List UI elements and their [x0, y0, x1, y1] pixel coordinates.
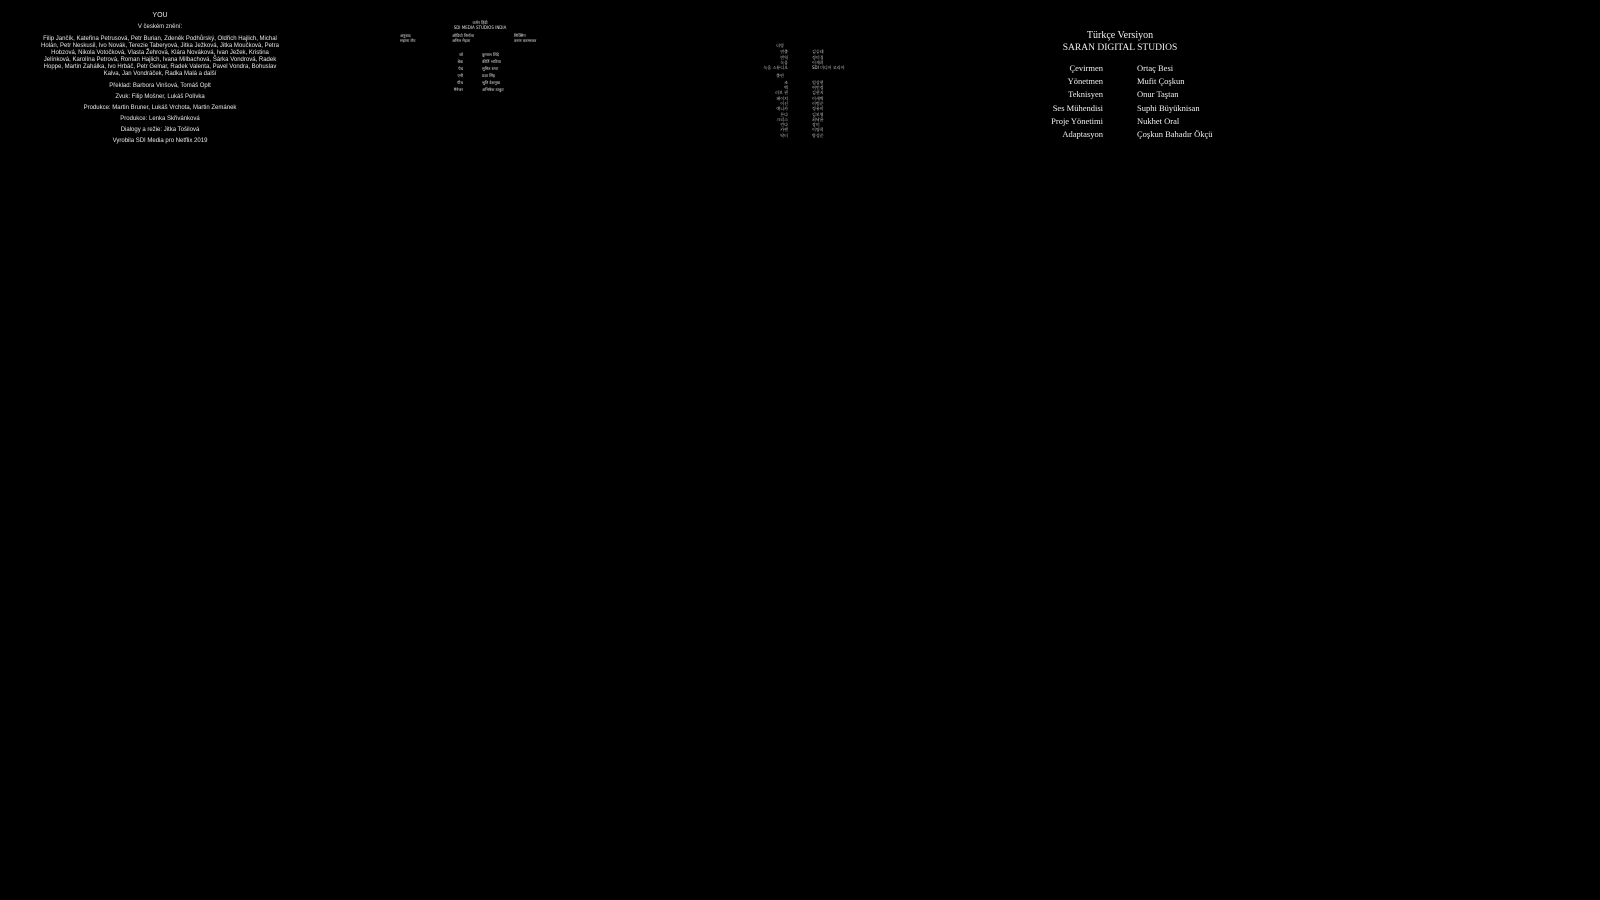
- czech-credit-line: Překlad: Barbora Vinšová, Tomáš Oplt: [109, 83, 211, 89]
- czech-credit-line: Zvuk: Filip Mošner, Lukáš Polívka: [115, 94, 205, 100]
- turkish-heading: Türkçe Versiyon: [1086, 30, 1154, 41]
- role-label: 크리스: [776, 116, 788, 122]
- list-item: [700, 65, 845, 71]
- role-label: एनी: [457, 73, 463, 78]
- list-item: [400, 52, 560, 59]
- role-label: 녹음: [780, 59, 788, 65]
- role-label: Yönetmen: [1067, 76, 1103, 87]
- czech-subtitle: V českém znění:: [137, 24, 183, 30]
- hindi-crew-column: [400, 33, 440, 43]
- hindi-crew-name: अनिल मेहता: [452, 38, 471, 43]
- role-label: 조: [784, 79, 788, 85]
- role-label: Ses Mühendisi: [1052, 102, 1103, 113]
- role-label: 번역: [780, 54, 788, 60]
- person-name: 방성준: [812, 132, 824, 138]
- person-name: 최낙윤: [812, 116, 824, 122]
- role-label: पेच: [458, 66, 463, 71]
- person-name: Suphi Büyüknisan: [1137, 102, 1200, 113]
- person-name: 김보영: [812, 111, 824, 117]
- role-label: 녹음 스튜디오: [763, 65, 788, 71]
- list-item: [1000, 88, 1300, 101]
- list-item: [1000, 75, 1300, 88]
- role-label: बेक: [457, 59, 463, 64]
- person-name: 이범준: [812, 100, 824, 106]
- role-label: 페이치: [776, 95, 788, 101]
- role-label: 닥터: [780, 132, 788, 138]
- role-label: 이선: [780, 100, 788, 106]
- actor-name: कीर्ति भाटिया: [482, 59, 501, 64]
- role-label: 애니카: [776, 106, 788, 112]
- hindi-heading: वर्जन हिंदी: [472, 20, 488, 25]
- person-name: Onur Taştan: [1137, 89, 1179, 100]
- role-label: 연출: [780, 49, 788, 55]
- person-name: Nukhet Oral: [1137, 115, 1180, 126]
- person-name: 김현지: [812, 90, 824, 96]
- list-item: [1000, 62, 1300, 75]
- actor-name: अभिषेक ठाकुर: [482, 87, 504, 92]
- hindi-crew-role: ऑडियो निर्माता: [452, 33, 474, 38]
- role-label: 벡: [784, 85, 788, 91]
- hindi-cast-list: [400, 52, 560, 94]
- person-name: SDI 미디어 코리아: [812, 65, 845, 71]
- hindi-crew-column: [452, 33, 492, 43]
- person-name: 김승태: [812, 49, 824, 55]
- role-label: पीच: [457, 80, 463, 85]
- role-label: 러브 퀸: [775, 90, 788, 96]
- hindi-credits: [400, 20, 560, 94]
- person-name: Mufit Çoşkun: [1137, 76, 1185, 87]
- czech-credit-line: Produkce: Martin Bruner, Lukáš Vrchota, Martin Zemánek: [83, 105, 237, 111]
- person-name: 여민정: [812, 85, 824, 91]
- role-label: Proje Yönetimi: [1051, 115, 1103, 126]
- list-item: [700, 133, 840, 138]
- role-label: 린다: [780, 122, 788, 128]
- person-name: 이새벽: [812, 95, 824, 101]
- turkish-studio: SARAN DIGITAL STUDIOS: [1062, 43, 1178, 53]
- hindi-crew-column: [514, 33, 554, 43]
- person-name: 정미경: [812, 54, 824, 60]
- list-item: [1000, 115, 1300, 128]
- list-item: [400, 59, 560, 66]
- actor-name: प्रज्ञा सिंह: [482, 73, 496, 78]
- turkish-credits: [1000, 29, 1300, 141]
- person-name: 장미: [812, 122, 820, 128]
- czech-credit-line: Dialogy a režie: Jitka Tošilová: [120, 127, 200, 133]
- hindi-studio: SDI MEDIA STUDIOS INDIA: [453, 25, 507, 30]
- czech-title: YOU: [152, 12, 168, 19]
- korean-heading: 출연: [776, 73, 784, 79]
- korean-credits: [700, 42, 845, 138]
- list-item: [400, 80, 560, 87]
- list-item: [1000, 102, 1300, 115]
- role-label: जो: [458, 52, 463, 57]
- list-item: [400, 87, 560, 94]
- list-item: [1000, 128, 1300, 141]
- czech-cast-list: Filip Jančík, Kateřina Petrusová, Petr Burian, Zdeněk Podhůrský, Oldřich Hajlich, Michal Holán, Petr Neskusil, Ivo Novák, Terezie Taberyová, Jitka Ježková, Jitka Moučková, Petra Hobzová, Nikola Votočková, Vlasta Žehrová, Klára Nováková, Ivan Ježek, Kristina Jelínková, Karolína Petrová, Roman Hajlich, Ivana Milbachová, Šárka Vondrová, Radek Hoppe, Martin Zahálka, Ivo Hrbáč, Petr Gelnar, Radek Valenta, Pavel Vondra, Bohuslav Kalva, Jan Vondráček, Radka Malá a další: [41, 36, 279, 77]
- korean-heading: 더빙: [776, 43, 784, 48]
- hindi-crew-role: मिक्सिंग: [514, 33, 526, 38]
- list-item: [400, 73, 560, 80]
- person-name: Ortaç Besi: [1137, 63, 1174, 73]
- role-label: Teknisyen: [1068, 89, 1103, 100]
- actor-name: कुणाल शिंदे: [482, 52, 499, 57]
- person-name: 이재희: [812, 59, 824, 65]
- czech-credits: [38, 12, 282, 149]
- person-name: 이명희: [812, 127, 824, 133]
- person-name: Çoşkun Bahadır Ökçü: [1137, 128, 1213, 139]
- hindi-crew-name: वरुण करमरकर: [514, 38, 537, 43]
- role-label: Çevirmen: [1069, 63, 1103, 73]
- list-item: [400, 66, 560, 73]
- czech-credit-line: Vyrobila SDI Media pro Netflix 2019: [112, 138, 208, 144]
- role-label: 론다: [780, 111, 788, 117]
- actor-name: सुमित राणा: [482, 66, 499, 71]
- hindi-crew-columns: [400, 33, 560, 47]
- hindi-crew-role: अनुवाद: [400, 33, 411, 38]
- hindi-crew-name: सहाना रॉय: [400, 38, 416, 43]
- role-label: Adaptasyon: [1062, 128, 1103, 139]
- person-name: 엄상현: [812, 79, 824, 85]
- role-label: मैनेजर: [453, 87, 463, 92]
- person-name: 정유미: [812, 106, 824, 112]
- czech-credit-line: Produkce: Lenka Skřivánková: [120, 116, 200, 122]
- role-label: 카렌: [780, 127, 788, 133]
- actor-name: श्रुति देशमुख: [482, 80, 500, 85]
